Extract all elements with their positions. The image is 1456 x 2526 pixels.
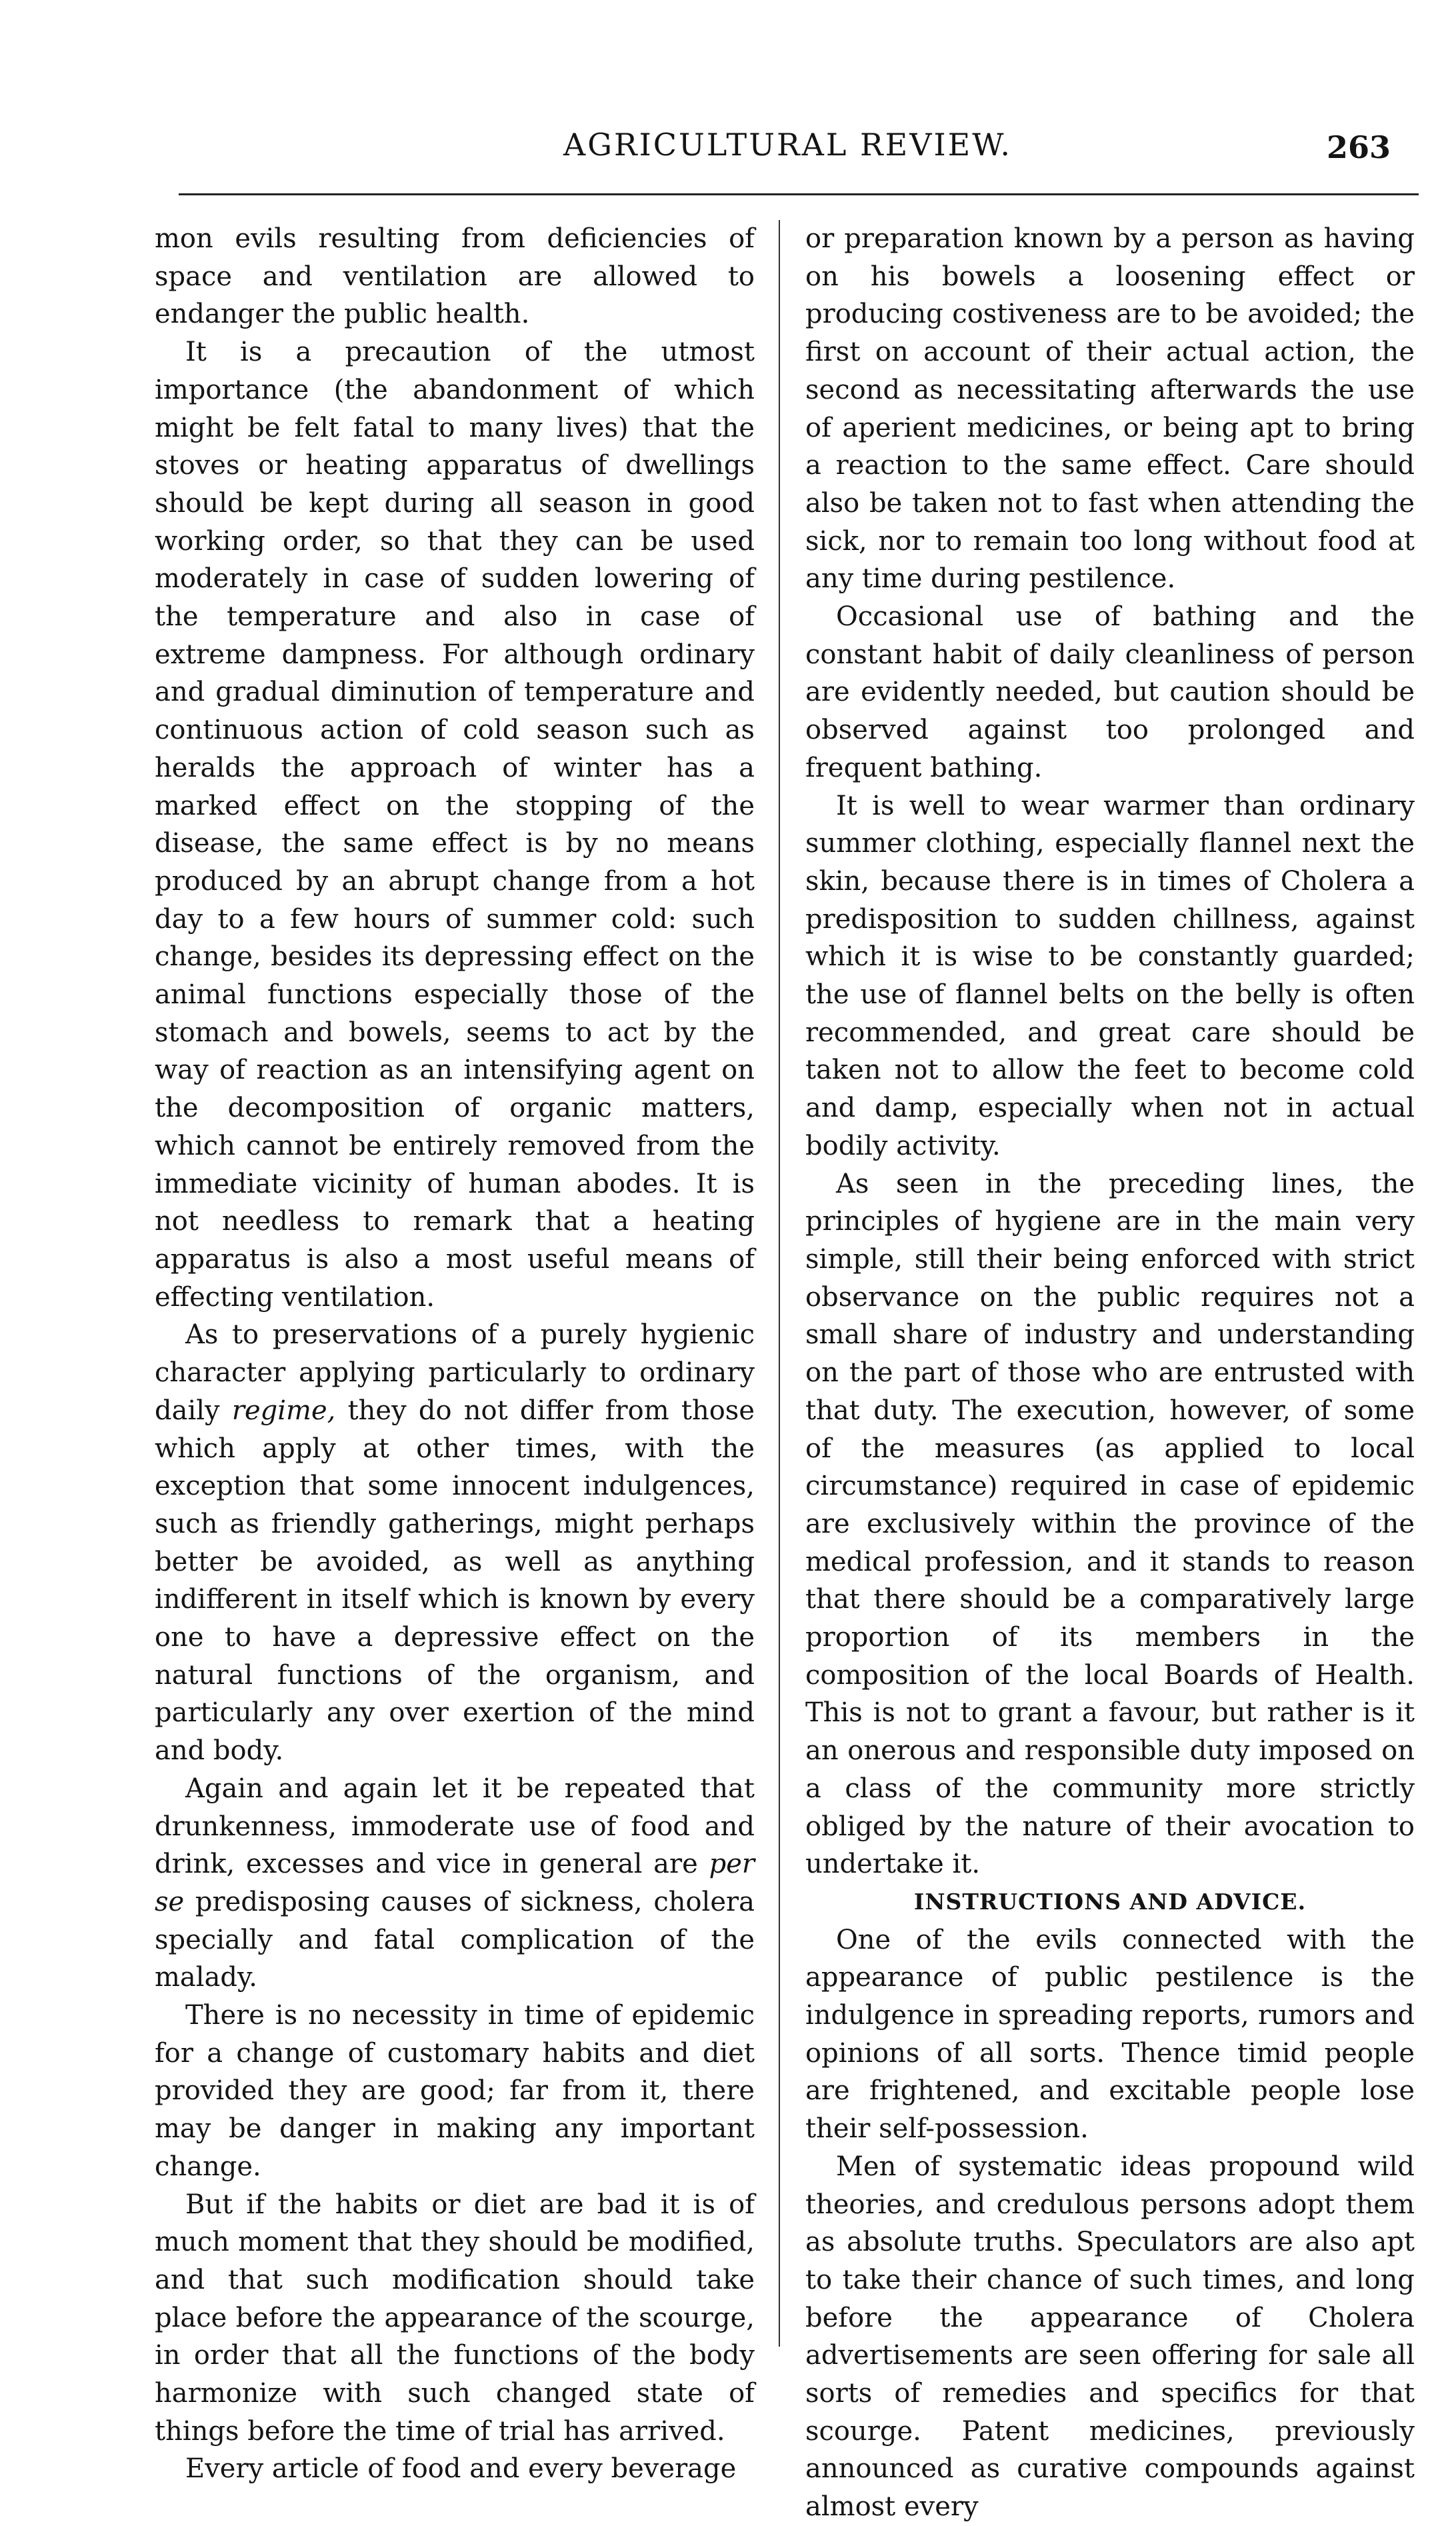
page-number: 263 (1327, 129, 1391, 165)
italic-term: per se (155, 1849, 755, 1917)
left-column (155, 220, 755, 2488)
right-column (805, 220, 1415, 2526)
paragraph: As seen in the preceding lines, the principles of hygiene are in the main very simple, still their being enforced with strict observance on the public requires not a small share of industry and understanding on the part of those who are entrusted with that duty. The execution, however, of some of the measures (as applied to local circumstance) required in case of epidemic are exclusively within the province of the medical profession, and it stands to reason that there should be a comparatively large proportion of its members in the composition of the local Boards of Health. This is not to grant a favour, but rather is it an onerous and responsible duty imposed on a class of the community more strictly obliged by the nature of their avocation to undertake it. (805, 1168, 1415, 1880)
paragraph: Every article of food and every beverage (185, 2453, 737, 2485)
header-rule (179, 193, 1419, 195)
column-divider (779, 220, 780, 2347)
section-heading: INSTRUCTIONS AND ADVICE. (913, 1888, 1307, 1915)
paragraph: One of the evils connected with the appearance of public pestilence is the indulgence in spreading reports, rumors and opinions of all sorts. Thence timid people are frightened, and excitable people lose their self-possession. (805, 1924, 1415, 2145)
paragraph: But if the habits or diet are bad it is of much moment that they should be modified, and that such modification should take place before the appearance of the scourge, in order that all the functions of the body harmonize with such changed state of things before the time of trial has arrived. (155, 2189, 755, 2447)
text-run: As to preservations of a purely hygienic character applying particularly to ordinary daily (155, 1319, 755, 1426)
text-run: they do not differ from those which apply at other times, with the exception that some innocent indulgences, such as friendly gatherings, might perhaps better be avoided, as well as anything indifferent in itself which is known by every one to have a depressive effect on the natural functions of the organism, and particularly any over exertion of the mind and body. (155, 1395, 755, 1767)
paragraph: It is well to wear warmer than ordinary summer clothing, especially flannel next the skin, because there is in times of Cholera a predisposition to sudden chillness, against which it is wise to be constantly guarded; the use of flannel belts on the belly is often recommended, and great care should be taken not to allow the feet to become cold and damp, especially when not in actual bodily activity. (805, 790, 1415, 1161)
paragraph: or preparation known by a person as having on his bowels a loosening effect or producing costiveness are to be avoided; the first on account of their actual action, the second as necessitating afterwards the use of aperient medicines, or being apt to bring a reaction to the same effect. Care should also be taken not to fast when attending the sick, nor to remain too long without food at any time during pestilence. (805, 223, 1415, 595)
italic-term: regime, (231, 1395, 336, 1426)
page-header (0, 127, 1456, 173)
paragraph: There is no necessity in time of epidemic for a change of customary habits and diet provided they are good; far from it, there may be danger in making any important change. (155, 2000, 755, 2182)
text-run: predisposing causes of sickness, cholera specially and fatal complication of the malady. (155, 1886, 755, 1993)
paragraph: Men of systematic ideas propound wild theories, and credulous persons adopt them as absolute truths. Speculators are also apt to take their chance of such times, and long before the appearance of Cholera advertisements are seen offering for sale all sorts of remedies and specifics for that scourge. Patent medicines, previously announced as curative compounds against almost every (805, 2151, 1415, 2523)
paragraph: It is a precaution of the utmost importance (the abandonment of which might be felt fatal to many lives) that the stoves or heating apparatus of dwellings should be kept during all season in good working order, so that they can be used moderately in case of sudden lowering of the temperature and also in case of extreme dampness. For although ordinary and gradual diminution of temperature and continuous action of cold season such as heralds the approach of winter has a marked effect on the stopping of the disease, the same effect is by no means produced by an abrupt change from a hot day to a few hours of summer cold: such change, besides its depressing effect on the animal functions especially those of the stomach and bowels, seems to act by the way of reaction as an intensifying agent on the decomposition of organic matters, which cannot be entirely removed from the immediate vicinity of human abodes. It is not needless to remark that a heating apparatus is also a most useful means of effecting ventilation. (155, 337, 755, 1313)
paragraph (155, 1316, 755, 1769)
paragraph: Occasional use of bathing and the constant habit of daily cleanliness of person are evidently needed, but caution should be observed against too prolonged and frequent bathing. (805, 601, 1415, 783)
running-title: AGRICULTURAL REVIEW. (563, 127, 1013, 163)
text-run: Again and again let it be repeated that drunkenness, immoderate use of food and drink, excesses and vice in general are (155, 1773, 755, 1880)
paragraph (155, 1770, 755, 1997)
paragraph: mon evils resulting from deficiencies of space and ventilation are allowed to endanger the public health. (155, 223, 755, 330)
